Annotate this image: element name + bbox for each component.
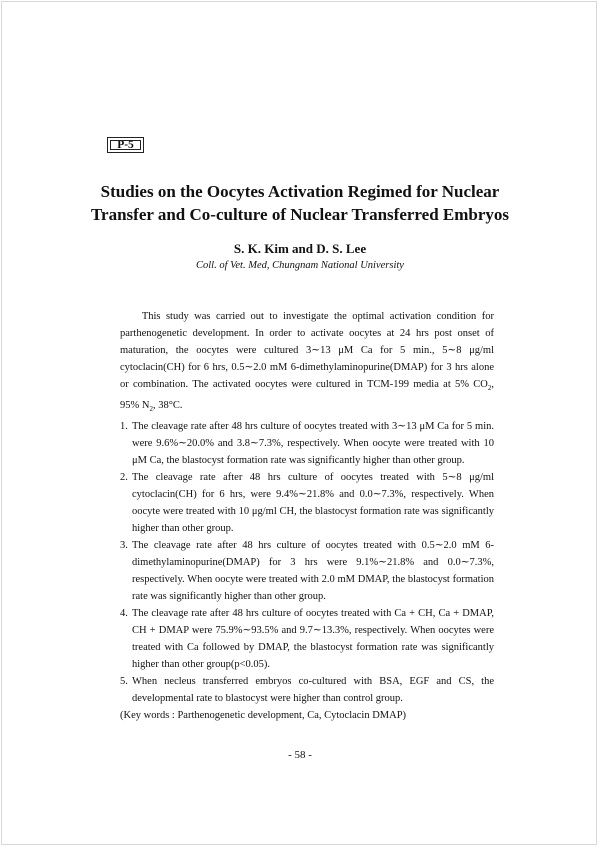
item-number: 1. [120, 421, 128, 433]
paper-code: P-5 [117, 139, 134, 151]
item-text: When necleus transferred embryos co-cultured with BSA, EGF and CS, the developmental rate to blastocyst were higher than control group. [132, 676, 494, 705]
title-line-1: Studies on the Oocytes Activation Regimed for Nuclear [100, 182, 500, 201]
item-number: 5. [120, 676, 128, 688]
title-line-2: Transfer and Co-culture of Nuclear Transferred Embryos [90, 205, 510, 224]
paper-code-box [107, 137, 144, 153]
intro-paragraph [120, 308, 494, 418]
list-item [120, 537, 494, 605]
intro-subscript-2: 2 [149, 405, 153, 414]
affiliation: Coll. of Vet. Med, Chungnam National University [196, 260, 404, 271]
list-item [120, 469, 494, 537]
authors: S. K. Kim and D. S. Lee [233, 241, 367, 256]
item-text: The cleavage rate after 48 hrs culture of oocytes treated with 0.5∼2.0 mM 6-dimethylaminopurine(DMAP) for 3 hrs were 9.1%∼21.8% and 0.0∼7.3%, respectively. When oocyte were treated with 2.0 mM DMAP, the blastocyst formation rate was significantly higher than other group. [132, 540, 494, 603]
paper-title [60, 180, 540, 226]
item-text: The cleavage rate after 48 hrs culture of oocytes treated with 5∼8 μg/ml cytoclacin(CH) for 6 hrs, were 9.4%∼21.8% and 0.0∼7.3%, respectively. When oocyte were treated with 10 μg/ml CH, the blastocyst formation rate was significantly higher than other group. [132, 472, 494, 535]
intro-subscript-1: 2 [487, 384, 492, 393]
list-item [120, 418, 494, 469]
item-text: The cleavage rate after 48 hrs culture of oocytes treated with Ca + CH, Ca + DMAP, CH + DMAP were 75.9%∼93.5% and 9.7∼13.3%, respectively. When oocytes were treated with Ca followed by DMAP, the blastocyst formation rate was significantly higher than other group(p<0.05). [132, 608, 494, 671]
results-list [120, 418, 494, 707]
item-number: 4. [120, 608, 128, 620]
page-number: - 58 - [288, 749, 312, 761]
item-number: 3. [120, 540, 128, 552]
keywords: (Key words : Parthenogenetic development, Ca, Cytoclacin DMAP) [120, 710, 407, 722]
item-number: 2. [120, 472, 128, 484]
list-item [120, 605, 494, 673]
item-text: The cleavage rate after 48 hrs culture of oocytes treated with 3∼13 μM Ca for 5 min. were 9.6%∼20.0% and 3.8∼7.3%, respectively. When oocyte were treated with 10 μM Ca, the blastocyst formation rate was significantly higher than other group. [132, 421, 494, 467]
list-item [120, 673, 494, 707]
intro-text: This study was carried out to investigate the optimal activation condition for parthenogenetic development. In order to activate oocytes at 24 hrs post onset of maturation, the oocytes were cultured 3∼13 μM Ca for 5 min., 5∼8 μg/ml cytoclacin(CH) for 6 hrs, 0.5∼2.0 mM 6-dimethylaminopurine(DMAP) for 3 hrs alone or combination. The activated oocytes were cultured in TCM-199 media at 5% CO [120, 311, 494, 390]
abstract-body [120, 308, 494, 724]
intro-text-mid: , 95% N [120, 379, 494, 412]
intro-text-end: , 38°C. [152, 400, 183, 412]
